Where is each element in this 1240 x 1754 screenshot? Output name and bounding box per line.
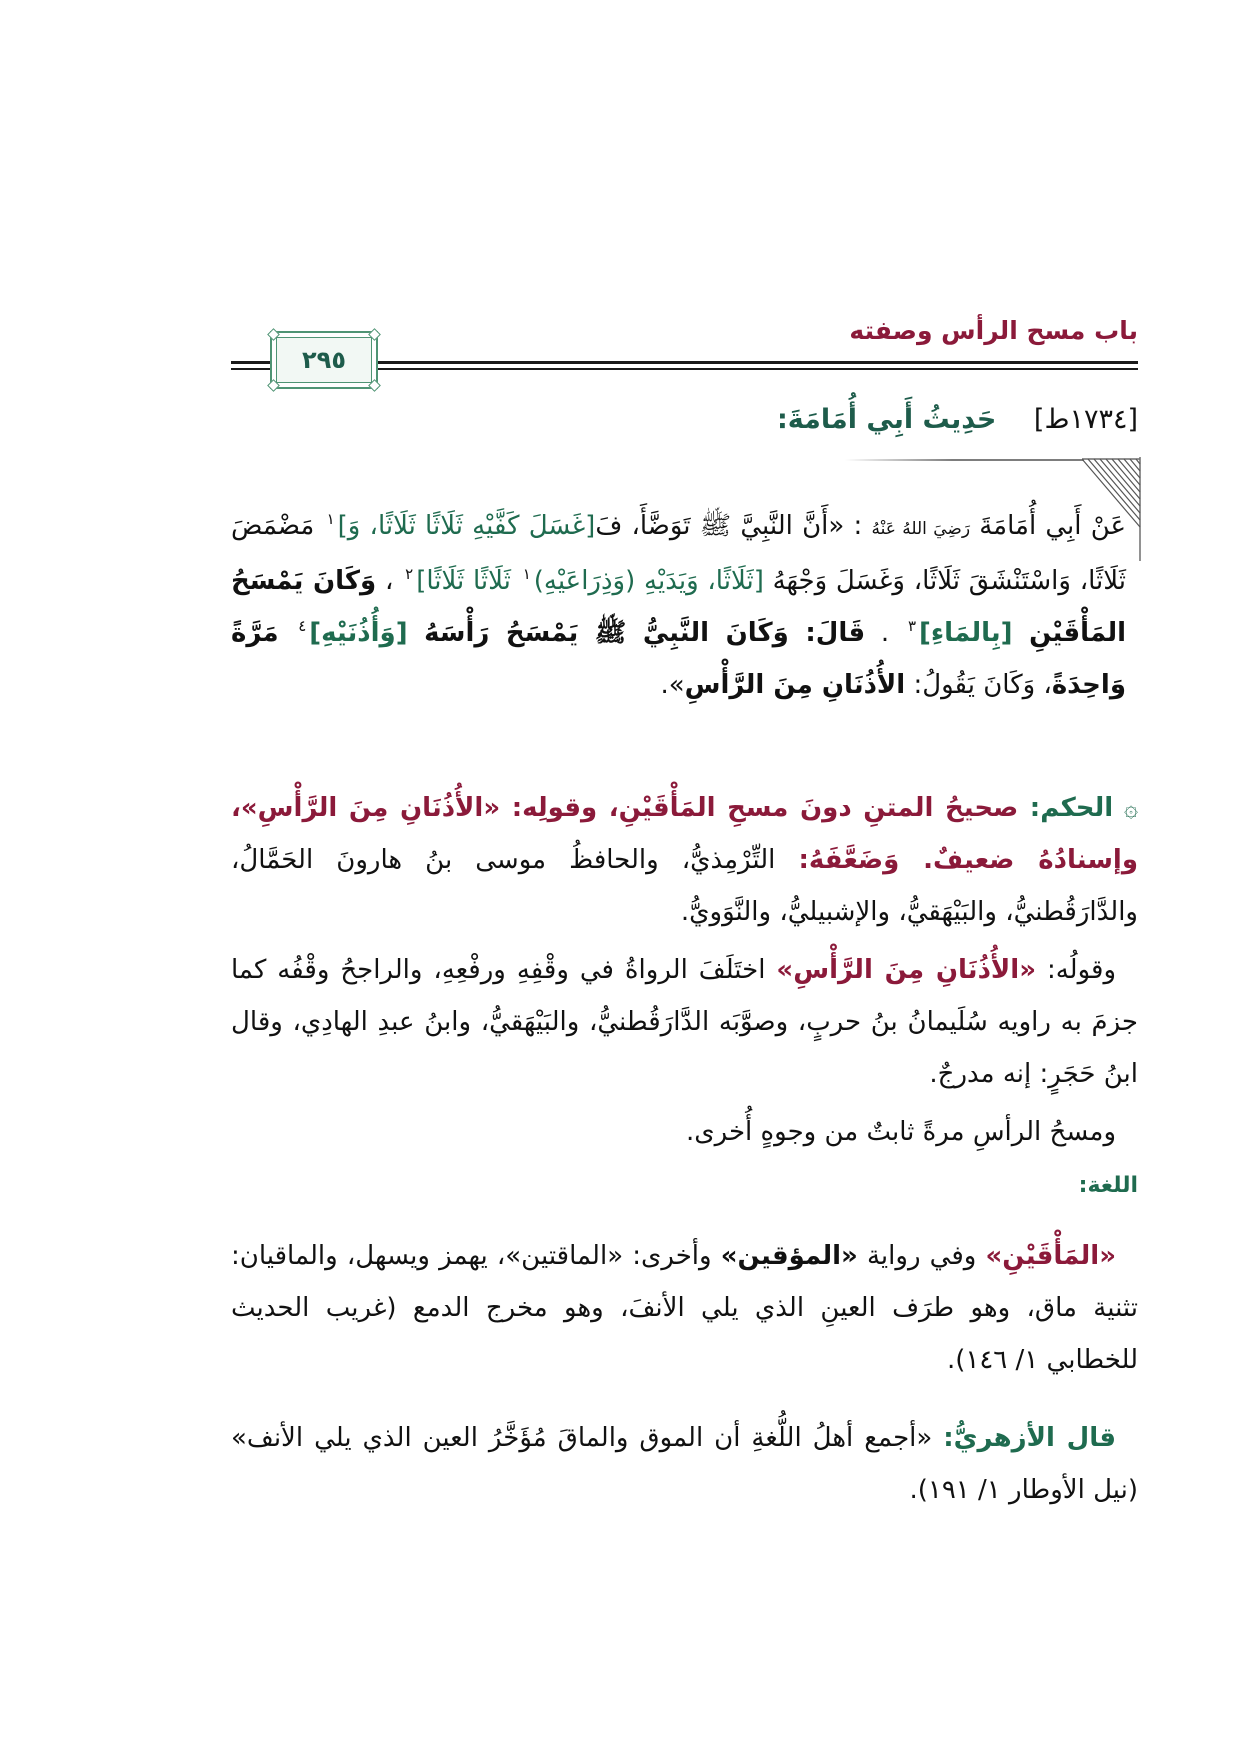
ornament-hatch-line — [1100, 459, 1140, 506]
hadith-emphasis: مَرَّةً وَاحِدَةً — [231, 618, 1126, 700]
hadith-segment: . — [865, 618, 905, 648]
chapter-title: باب مسح الرأس وصفته — [849, 316, 1138, 345]
page-number: ٢٩٥ — [302, 346, 346, 374]
hadith-segment: ، وَكَانَ يَقُولُ: — [905, 670, 1052, 700]
hadith-addition: ثَلَاثًا ثَلَاثًا] — [416, 566, 520, 596]
lugha-term: «المَأْقَيْنِ» — [985, 1241, 1117, 1271]
ruling-verdict: صحيحُ المتنِ دونَ مسحِ المَأْقَيْنِ، وقولِه: «الأُذُنَانِ مِنَ الرَّأْسِ»، وإسنادُهُ ضعيفٌ. وَضَعَّفَهُ: — [231, 793, 1138, 875]
hadith-addition: [بِالمَاءِ] — [919, 618, 1013, 648]
frame-top-line — [845, 459, 1084, 461]
lugha-paragraph — [231, 1230, 1138, 1386]
page-number-inner-frame — [276, 337, 372, 383]
footnote-marker[interactable]: ٢ — [405, 565, 414, 584]
mawquf-quote: «الأُذُنَانِ مِنَ الرَّأْسِ» — [776, 955, 1036, 985]
ruling-paragraph — [231, 782, 1138, 938]
mawquf-lead: وقولُه: — [1036, 955, 1117, 985]
hadith-addition: [غَسَلَ كَفَّيْهِ ثَلَاثًا ثَلَاثًا، وَ] — [337, 511, 596, 541]
ornament-hatch-line — [1118, 459, 1140, 485]
hadith-segment: : «أَنَّ النَّبِيَّ ﷺ تَوَضَّأَ، فَ — [595, 511, 872, 541]
lugha-text: وفي رواية — [857, 1241, 986, 1271]
azhari-quote: «أجمع أهلُ اللُّغةِ أن الموق والماقَ مُؤَخَّرُ العين الذي يلي الأنف» (نيل الأوطار ١/ ١٩١). — [231, 1423, 1138, 1505]
ornament-hatch-line — [1112, 459, 1140, 492]
footnote-marker[interactable]: ١ — [326, 510, 335, 529]
heading-spacer — [1006, 404, 1025, 435]
hadith-emphasis: وَكَانَ يَمْسَحُ المَأْقَيْنِ — [231, 566, 1127, 648]
mawquf-text: اختَلَفَ الرواةُ في وقْفِهِ ورفْعِهِ، والراجحُ وقْفُه كما جزمَ به راويه سُلَيمانُ بنُ حربٍ، وصوَّبَه الدَّارَقُطنيُّ، والبَيْهَقيُّ، وابنُ عبدِ الهادِي، وقال ابنُ حَجَرٍ: إنه مدرجٌ. — [231, 955, 1138, 1089]
commentary — [231, 782, 1138, 1522]
ruling-label: الحكم: — [1029, 793, 1114, 823]
hadith-addition: [ثَلَاثًا، وَيَدَيْهِ (وَذِرَاعَيْهِ) — [533, 566, 764, 596]
hadith-emphasis: قَالَ: وَكَانَ النَّبِيُّ ﷺ يَمْسَحُ رَأْسَهُ — [407, 618, 866, 648]
lugha-text: وأخرى: «الماقتين»، يهمز ويسهل، والماقيان: تثنية ماق، وهو طرَف العينِ الذي يلي الأنفَ، وهو مخرج الدمع (غريب الحديث للخطابي ١/ ١٤٦). — [231, 1241, 1138, 1375]
hadith-segment: ، — [376, 566, 403, 596]
page-number-frame — [270, 331, 378, 389]
hadith-title: حَدِيثُ أَبِي أُمَامَةَ: — [777, 404, 997, 435]
lugha-heading: اللغة: — [1078, 1173, 1138, 1198]
azhari-speaker: قال الأزهريُّ: — [943, 1423, 1116, 1453]
hadith-addition: [وَأُذُنَيْهِ] — [309, 618, 408, 648]
footnote-marker[interactable]: ٤ — [298, 617, 307, 636]
lugha-variant: «المؤقين» — [720, 1241, 858, 1271]
hadith-emphasis: الأُذُنَانِ مِنَ الرَّأْسِ — [684, 670, 906, 700]
ornament-hatch-line — [1130, 459, 1140, 471]
masah-paragraph: ومسحُ الرأسِ مرةً ثابتٌ من وجوهٍ أُخرى. — [686, 1117, 1116, 1147]
footnote-marker[interactable]: ١ — [522, 565, 531, 584]
hadith-text — [231, 500, 1126, 711]
hadith-segment: عَنْ أَبِي أُمَامَةَ — [970, 511, 1127, 541]
rub-el-hizb-icon: ۞ — [1123, 794, 1138, 822]
hadith-heading — [777, 404, 1138, 435]
hadith-number: [١٧٣٤ط] — [1033, 404, 1138, 435]
azhari-paragraph — [231, 1412, 1138, 1516]
mawquf-paragraph — [231, 944, 1138, 1100]
ruling-critics: التِّرْمِذيُّ، والحافظُ موسى بنُ هارونَ الحَمَّالُ، والدَّارَقُطنيُّ، والبَيْهَقيُّ، والإشبيليُّ، والنَّوَويُّ. — [231, 845, 1138, 927]
honorific-ligature: رَضِيَ اللهُ عَنْهُ — [871, 519, 971, 539]
hadith-segment: مَضْمَضَ ثَلَاثًا، وَاسْتَنْشَقَ ثَلَاثًا، وَغَسَلَ وَجْهَهُ — [231, 511, 1126, 596]
footnote-marker[interactable]: ٣ — [907, 617, 916, 636]
hadith-segment: ». — [660, 670, 685, 700]
